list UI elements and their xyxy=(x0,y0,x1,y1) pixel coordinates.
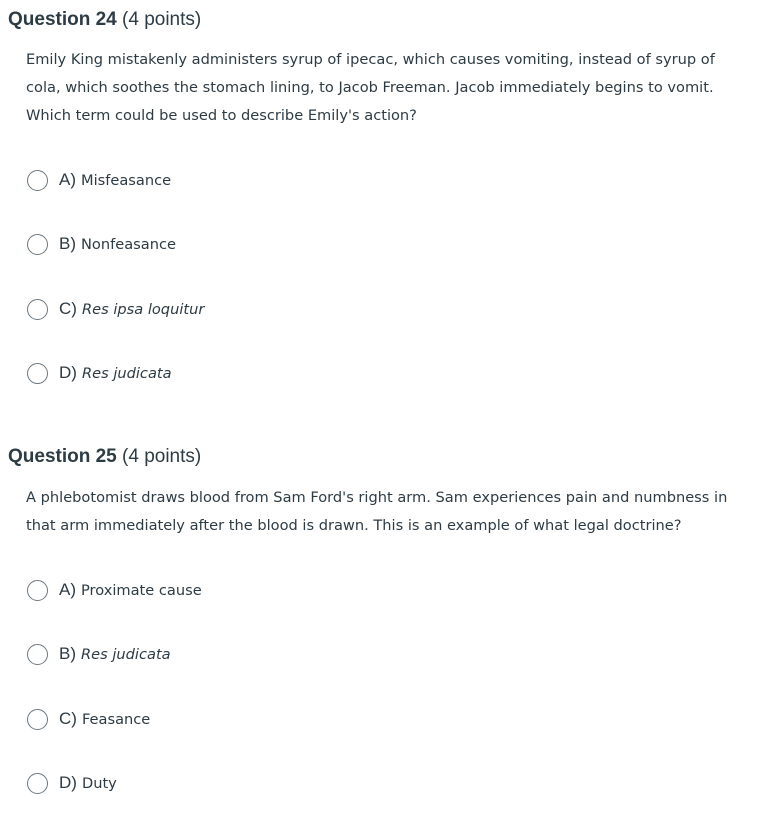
q24-option-c[interactable] xyxy=(27,296,204,322)
radio-button[interactable] xyxy=(27,234,48,255)
option-letter: C) xyxy=(59,299,77,318)
q24-option-b[interactable] xyxy=(27,231,176,257)
option-text: Duty xyxy=(81,774,117,792)
option-text: Res judicata xyxy=(81,645,171,663)
option-letter: B) xyxy=(59,644,76,663)
question-25-header xyxy=(8,446,201,468)
question-points: (4 points) xyxy=(122,9,202,30)
q25-option-d[interactable] xyxy=(27,770,117,796)
question-title: Question 25 xyxy=(8,446,117,467)
option-letter: C) xyxy=(59,709,77,728)
option-letter: B) xyxy=(59,234,76,253)
radio-button[interactable] xyxy=(27,580,48,601)
radio-button[interactable] xyxy=(27,363,48,384)
option-text: Nonfeasance xyxy=(81,235,176,253)
question-points: (4 points) xyxy=(122,446,202,467)
option-text: Misfeasance xyxy=(81,171,172,189)
question-title: Question 24 xyxy=(8,9,117,30)
radio-button[interactable] xyxy=(27,170,48,191)
option-letter: A) xyxy=(59,580,76,599)
q25-option-a[interactable] xyxy=(27,577,202,603)
radio-button[interactable] xyxy=(27,299,48,320)
q25-option-b[interactable] xyxy=(27,641,171,667)
question-25-text: A phlebotomist draws blood from Sam Ford's right arm. Sam experiences pain and numbness in that arm immediately after the blood is drawn. This is an example of what legal doctrine? xyxy=(26,489,728,534)
radio-button[interactable] xyxy=(27,644,48,665)
question-24-text: Emily King mistakenly administers syrup of ipecac, which causes vomiting, instead of syrup of cola, which soothes the stomach lining, to Jacob Freeman. Jacob immediately begins to vomit. Which term could be used to describe Emily's action? xyxy=(26,51,715,124)
option-text: Proximate cause xyxy=(81,581,202,599)
q24-option-d[interactable] xyxy=(27,360,172,386)
option-letter: D) xyxy=(59,773,77,792)
q25-option-c[interactable] xyxy=(27,706,150,732)
option-text: Feasance xyxy=(81,710,151,728)
question-24-header xyxy=(8,9,201,31)
radio-button[interactable] xyxy=(27,709,48,730)
option-text: Res ipsa loquitur xyxy=(81,300,205,318)
option-letter: A) xyxy=(59,170,76,189)
q24-option-a[interactable] xyxy=(27,167,171,193)
option-letter: D) xyxy=(59,363,77,382)
radio-button[interactable] xyxy=(27,773,48,794)
option-text: Res judicata xyxy=(81,364,172,382)
